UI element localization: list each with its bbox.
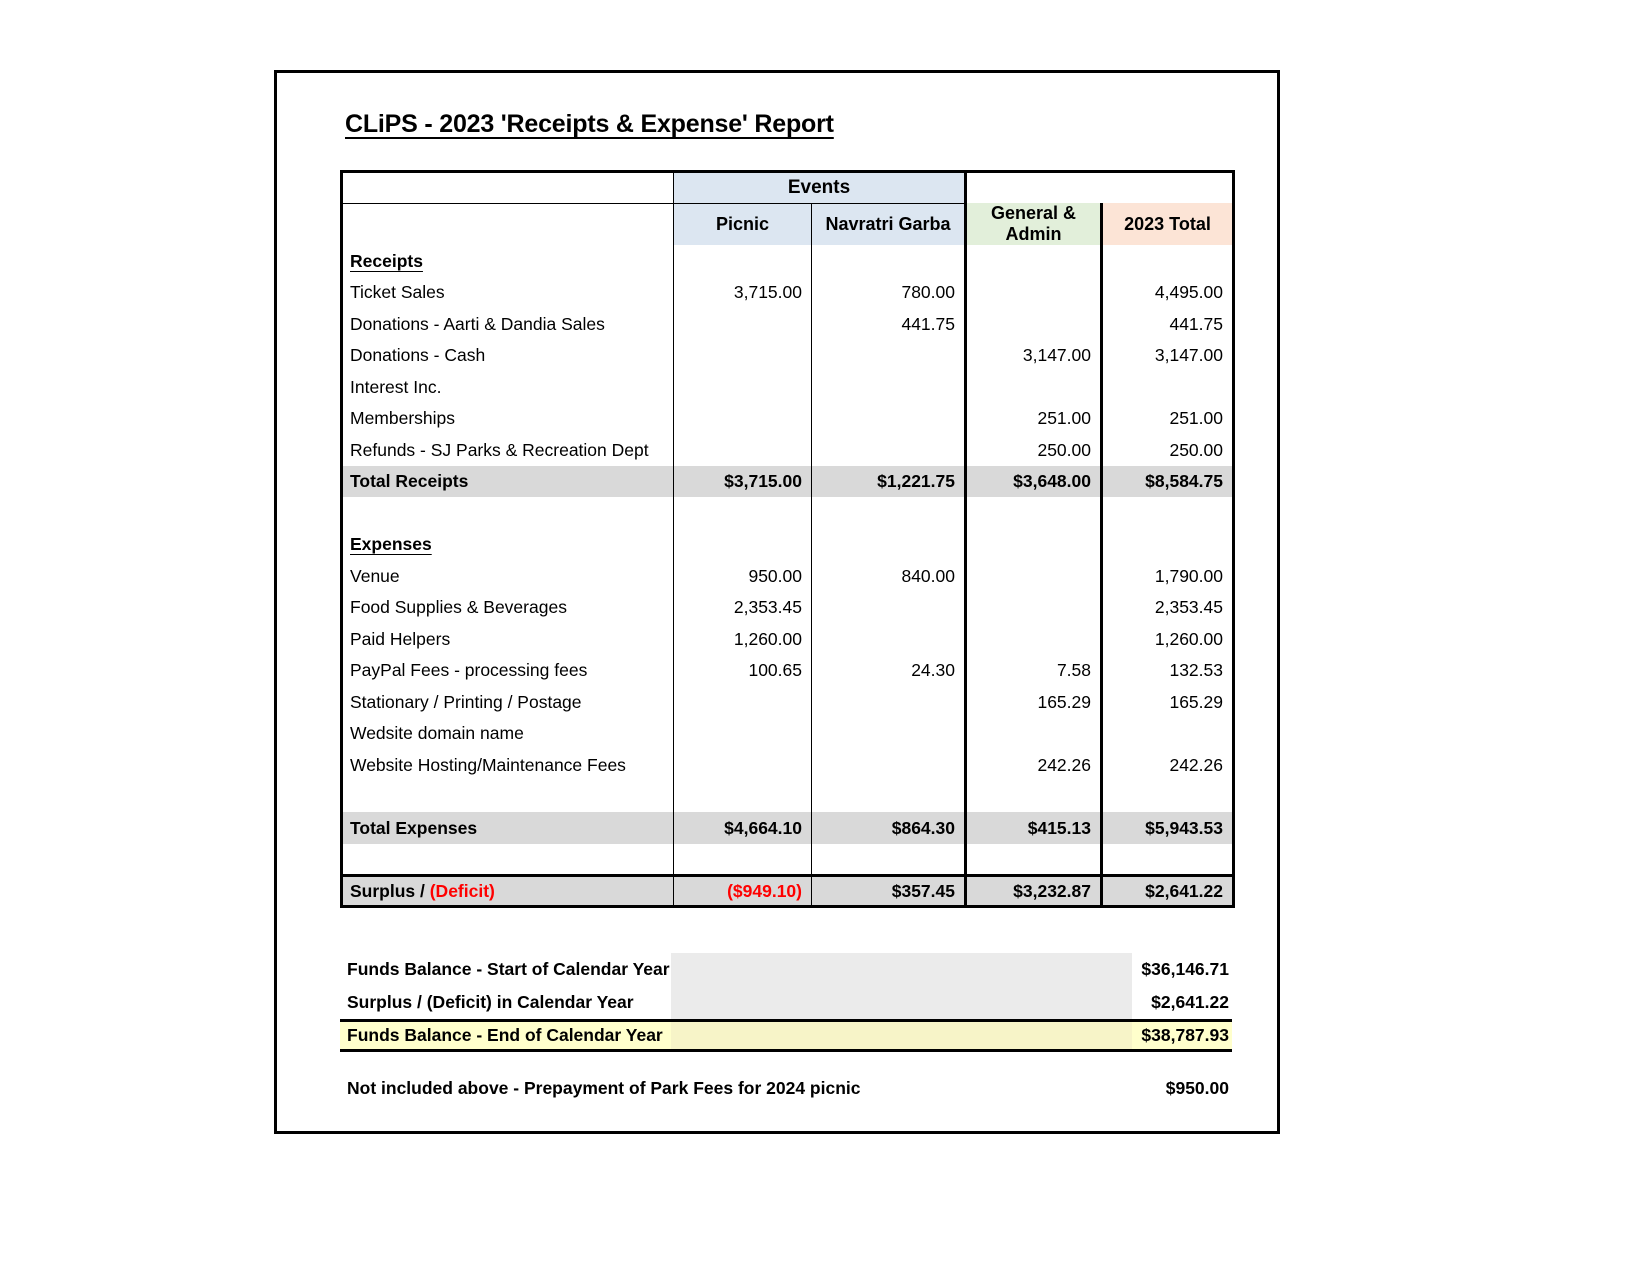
row-value-total: 132.53 (1102, 655, 1234, 687)
table-row (342, 371, 1234, 403)
row-value-picnic (674, 686, 812, 718)
surplus-label-text: Surplus / (350, 880, 430, 901)
funds-label: Funds Balance - Start of Calendar Year (347, 959, 670, 979)
group-header-events: Events (674, 172, 966, 204)
column-header-navratri-garba: Navratri Garba (812, 203, 966, 245)
total-expenses-garba: $864.30 (812, 812, 966, 844)
row-label: Website Hosting/Maintenance Fees (342, 749, 674, 781)
spacer-picnic (674, 497, 812, 529)
total-expenses-ga: $415.13 (966, 812, 1102, 844)
row-label: Refunds - SJ Parks & Recreation Dept (342, 434, 674, 466)
surplus-ga: $3,232.87 (966, 875, 1102, 907)
total-receipts-picnic: $3,715.00 (674, 466, 812, 498)
row-value-garba: 840.00 (812, 560, 966, 592)
column-header-general-admin: General & Admin (966, 203, 1102, 245)
row-value-ga (966, 277, 1102, 309)
spacer-ga (966, 844, 1102, 876)
total-receipts-ga: $3,648.00 (966, 466, 1102, 498)
spacer-row (342, 781, 1234, 813)
row-value-picnic (674, 308, 812, 340)
group-header-blank-ga (966, 172, 1102, 204)
expenses-section-picnic (674, 529, 812, 561)
spacer-total (1102, 844, 1234, 876)
funds-value: $38,787.93 (1141, 1025, 1229, 1045)
receipts-section-header-row (342, 245, 1234, 277)
total-expenses-total: $5,943.53 (1102, 812, 1234, 844)
row-value-garba (812, 749, 966, 781)
row-value-ga: 7.58 (966, 655, 1102, 687)
row-value-total: 251.00 (1102, 403, 1234, 435)
row-label: Stationary / Printing / Postage (342, 686, 674, 718)
funds-shade (671, 1022, 1132, 1049)
row-value-ga (966, 623, 1102, 655)
surplus-picnic: ($949.10) (674, 875, 812, 907)
row-value-total: 4,495.00 (1102, 277, 1234, 309)
funds-value: $36,146.71 (1141, 959, 1229, 979)
funds-row-end-of-year (340, 1019, 1232, 1052)
row-value-picnic: 2,353.45 (674, 592, 812, 624)
receipts-section-ga (966, 245, 1102, 277)
row-value-ga: 250.00 (966, 434, 1102, 466)
row-value-picnic: 3,715.00 (674, 277, 812, 309)
row-value-garba (812, 686, 966, 718)
total-expenses-picnic: $4,664.10 (674, 812, 812, 844)
row-value-picnic: 1,260.00 (674, 623, 812, 655)
total-expenses-row (342, 812, 1234, 844)
report-page-frame (274, 70, 1280, 1134)
row-value-garba (812, 623, 966, 655)
spacer-label (342, 781, 674, 813)
row-value-total: 2,353.45 (1102, 592, 1234, 624)
surplus-deficit-row (342, 875, 1234, 907)
row-value-total: 1,260.00 (1102, 623, 1234, 655)
table-row (342, 308, 1234, 340)
page-title: CLiPS - 2023 'Receipts & Expense' Report (345, 110, 834, 138)
spacer-garba (812, 781, 966, 813)
total-receipts-row (342, 466, 1234, 498)
table-row (342, 560, 1234, 592)
row-value-ga (966, 718, 1102, 750)
spacer-total (1102, 497, 1234, 529)
row-value-ga (966, 560, 1102, 592)
funds-row-surplus-in-year (340, 986, 1232, 1019)
table-row (342, 655, 1234, 687)
row-value-garba: 780.00 (812, 277, 966, 309)
funds-balance-block (340, 953, 1232, 1052)
row-value-ga (966, 371, 1102, 403)
spacer-ga (966, 781, 1102, 813)
total-receipts-total: $8,584.75 (1102, 466, 1234, 498)
receipts-expense-table (340, 170, 1235, 908)
receipts-section-picnic (674, 245, 812, 277)
expenses-section-total (1102, 529, 1234, 561)
section-label-expenses: Expenses (342, 529, 674, 561)
receipts-section-garba (812, 245, 966, 277)
row-value-ga: 3,147.00 (966, 340, 1102, 372)
surplus-garba: $357.45 (812, 875, 966, 907)
row-value-garba (812, 340, 966, 372)
row-value-picnic (674, 371, 812, 403)
spacer-garba (812, 497, 966, 529)
section-label-receipts: Receipts (342, 245, 674, 277)
spacer-label (342, 497, 674, 529)
row-value-picnic: 950.00 (674, 560, 812, 592)
row-value-total: 3,147.00 (1102, 340, 1234, 372)
row-value-picnic (674, 340, 812, 372)
table-row (342, 277, 1234, 309)
row-label: PayPal Fees - processing fees (342, 655, 674, 687)
total-receipts-label: Total Receipts (342, 466, 674, 498)
funds-row-start-of-year (340, 953, 1232, 986)
row-value-ga (966, 308, 1102, 340)
row-value-picnic (674, 749, 812, 781)
expenses-section-header-row (342, 529, 1234, 561)
spacer-garba (812, 844, 966, 876)
funds-label: Surplus / (Deficit) in Calendar Year (347, 992, 634, 1012)
footnote-row (340, 1073, 1232, 1103)
spacer-picnic (674, 781, 812, 813)
row-label: Wedsite domain name (342, 718, 674, 750)
row-label: Food Supplies & Beverages (342, 592, 674, 624)
row-label: Venue (342, 560, 674, 592)
column-header-spacer (342, 203, 674, 245)
row-value-ga: 242.26 (966, 749, 1102, 781)
footnote-value: $950.00 (1165, 1077, 1229, 1098)
funds-label: Funds Balance - End of Calendar Year (347, 1025, 663, 1045)
total-receipts-garba: $1,221.75 (812, 466, 966, 498)
surplus-total: $2,641.22 (1102, 875, 1234, 907)
row-value-garba: 441.75 (812, 308, 966, 340)
row-value-picnic (674, 434, 812, 466)
column-header-picnic: Picnic (674, 203, 812, 245)
receipts-section-total (1102, 245, 1234, 277)
expenses-section-ga (966, 529, 1102, 561)
table-row (342, 340, 1234, 372)
funds-value: $2,641.22 (1151, 992, 1229, 1012)
table-row (342, 718, 1234, 750)
group-header-blank-total (1102, 172, 1234, 204)
funds-shade (671, 953, 1132, 986)
row-label: Memberships (342, 403, 674, 435)
row-value-ga: 165.29 (966, 686, 1102, 718)
row-value-total: 242.26 (1102, 749, 1234, 781)
surplus-deficit-label (342, 875, 674, 907)
row-value-ga (966, 592, 1102, 624)
spacer-row (342, 844, 1234, 876)
spacer-picnic (674, 844, 812, 876)
table-column-header-row (342, 203, 1234, 245)
expenses-section-garba (812, 529, 966, 561)
table-row (342, 403, 1234, 435)
row-value-garba (812, 718, 966, 750)
table-row (342, 686, 1234, 718)
row-label: Ticket Sales (342, 277, 674, 309)
row-label: Donations - Cash (342, 340, 674, 372)
spacer-row (342, 497, 1234, 529)
group-header-spacer (342, 172, 674, 204)
row-label: Paid Helpers (342, 623, 674, 655)
spacer-label (342, 844, 674, 876)
table-group-header-row (342, 172, 1234, 204)
row-value-picnic (674, 403, 812, 435)
row-value-picnic (674, 718, 812, 750)
row-value-garba: 24.30 (812, 655, 966, 687)
footnote-label: Not included above - Prepayment of Park Fees for 2024 picnic (347, 1077, 861, 1098)
column-header-2023-total: 2023 Total (1102, 203, 1234, 245)
funds-shade (671, 986, 1132, 1019)
table-row (342, 434, 1234, 466)
row-value-garba (812, 371, 966, 403)
total-expenses-label: Total Expenses (342, 812, 674, 844)
table-row (342, 749, 1234, 781)
spacer-total (1102, 781, 1234, 813)
spacer-ga (966, 497, 1102, 529)
row-value-picnic: 100.65 (674, 655, 812, 687)
table-row (342, 592, 1234, 624)
row-value-total: 250.00 (1102, 434, 1234, 466)
row-label: Interest Inc. (342, 371, 674, 403)
table-row (342, 623, 1234, 655)
row-value-garba (812, 403, 966, 435)
row-value-ga: 251.00 (966, 403, 1102, 435)
row-value-garba (812, 434, 966, 466)
row-value-total: 1,790.00 (1102, 560, 1234, 592)
deficit-label-text: (Deficit) (429, 880, 495, 901)
row-value-total (1102, 371, 1234, 403)
row-value-total: 441.75 (1102, 308, 1234, 340)
row-value-garba (812, 592, 966, 624)
row-value-total: 165.29 (1102, 686, 1234, 718)
row-label: Donations - Aarti & Dandia Sales (342, 308, 674, 340)
row-value-total (1102, 718, 1234, 750)
